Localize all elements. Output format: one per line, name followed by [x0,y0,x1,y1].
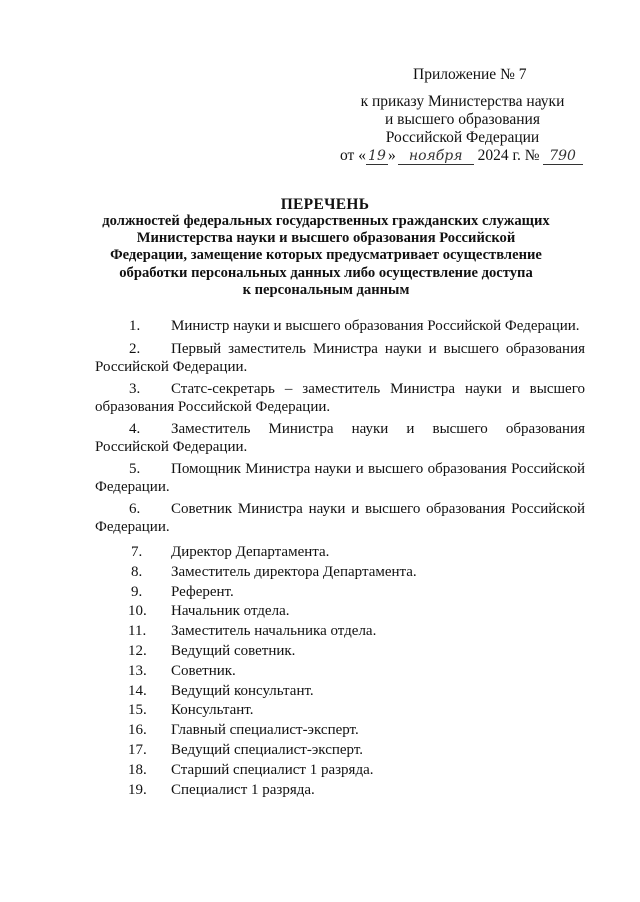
list-item [95,500,585,536]
positions-list [95,317,585,800]
item-number: 5. [129,461,141,477]
item-number: 3. [129,381,141,397]
list-item [95,761,585,781]
date-month-handwritten: ноября [398,149,474,165]
item-text-continued: Федерации. [95,479,170,495]
item-text: Ведущий специалист-эксперт. [171,741,364,758]
date-day-handwritten: 19 [366,149,388,165]
item-number: 4. [129,421,141,437]
item-text: Директор Департамента. [171,544,330,560]
list-item [95,340,585,376]
item-text: Заместитель директора Департамента. [171,563,417,580]
list-item [95,602,585,622]
item-text: Ведущий советник. [171,642,296,659]
item-number: 2. [129,341,141,357]
item-text: Заместитель начальника отдела. [171,623,377,640]
item-number: 18. [128,761,147,778]
order-reference-line: к приказу Министерства науки [360,93,565,110]
item-text: Помощник Министра науки и высшего образования Российской [171,461,585,477]
item-text: Первый заместитель Министра науки и высшего образования [171,341,585,357]
item-number: 12. [128,642,147,659]
item-number: 10. [128,603,147,620]
list-item [95,583,585,603]
item-text: Советник Министра науки и высшего образования Российской [171,501,585,517]
list-item [95,781,585,801]
item-number: 11. [128,623,147,640]
list-item [95,622,585,642]
item-text: Референт. [171,583,234,600]
list-item [95,563,585,583]
order-reference [340,93,585,165]
list-item [95,662,585,682]
item-number: 13. [128,662,147,679]
item-text-continued: образования Российской Федерации. [95,399,331,415]
item-text: Статс-секретарь – заместитель Министра науки и высшего [171,381,585,397]
item-number: 15. [128,702,147,719]
item-text: Консультант. [171,702,254,719]
order-reference-line: Российской Федерации [385,129,540,146]
item-text: Начальник отдела. [171,603,290,620]
list-item [95,642,585,662]
order-reference-line: и высшего образования [385,111,540,128]
item-text-continued: Федерации. [95,519,170,535]
item-text: Министр науки и высшего образования Российской Федерации. [171,318,580,334]
list-item [95,420,585,456]
document-subtitle [96,213,556,299]
list-item [95,682,585,702]
item-text: Ведущий консультант. [171,682,314,699]
list-item [95,317,585,336]
order-date-line [340,147,585,165]
item-number: 8. [131,563,143,580]
list-item [95,460,585,496]
item-number: 6. [129,501,141,517]
item-number: 1. [129,318,141,334]
date-year: 2024 г. № [477,147,540,164]
appendix-title: Приложение № 7 [413,66,527,83]
document-title: ПЕРЕЧЕНЬ [280,196,370,213]
subtitle-line: Министерства науки и высшего образования Российской [136,230,516,247]
date-prefix: от « [340,147,366,164]
item-text: Советник. [171,662,236,679]
date-quote: » [387,147,396,164]
item-number: 14. [128,682,147,699]
list-item [95,543,585,563]
item-number: 16. [128,722,147,739]
item-number: 17. [128,741,147,758]
item-text-continued: Российской Федерации. [95,359,248,375]
item-number: 9. [131,583,143,600]
list-item [95,721,585,741]
item-text: Заместитель Министра науки и высшего образования [171,421,585,437]
item-number: 19. [128,781,147,798]
item-text-continued: Российской Федерации. [95,439,248,455]
item-text: Специалист 1 разряда. [171,781,315,798]
subtitle-line: должностей федеральных государственных гражданских служащих [102,213,550,229]
subtitle-line: Федерации, замещение которых предусматривает осуществление [110,247,542,264]
item-text: Старший специалист 1 разряда. [171,761,374,778]
subtitle-line: обработки персональных данных либо осуществление доступа [119,264,533,281]
item-text: Главный специалист-эксперт. [171,722,359,739]
list-item [95,701,585,721]
item-number: 7. [131,544,143,560]
subtitle-line: к персональным данным [242,281,410,298]
list-item [95,380,585,416]
order-number-handwritten: 790 [543,149,583,165]
list-item [95,741,585,761]
